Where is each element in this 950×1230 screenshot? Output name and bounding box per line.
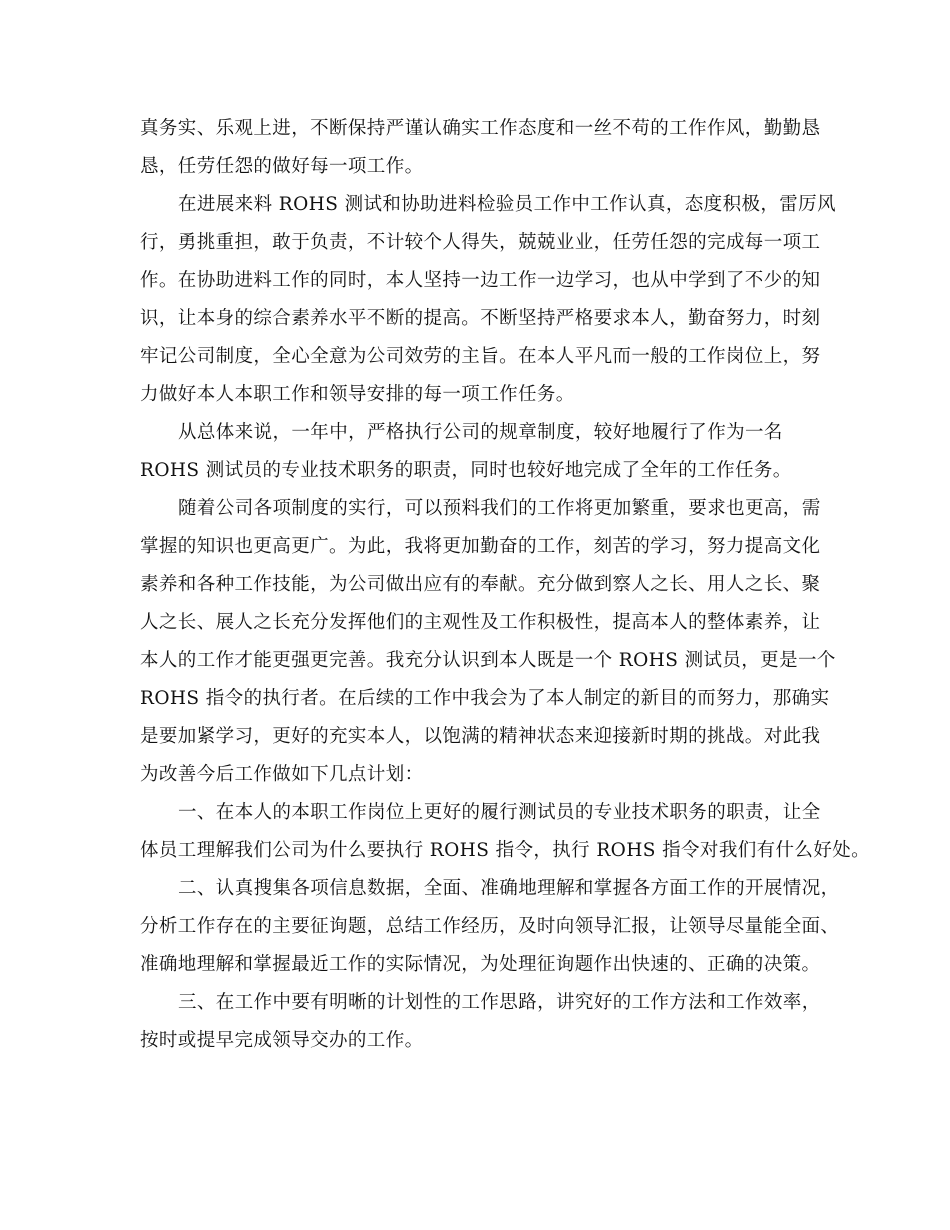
text-line: 按时或提早完成领导交办的工作。 xyxy=(140,1030,424,1051)
text-line: 真务实、乐观上进，不断保持严谨认确实工作态度和一丝不苟的工作作风，勤勤恳 xyxy=(140,118,821,139)
text-line: 恳，任劳任怨的做好每一项工作。 xyxy=(140,156,424,177)
text-line: 素养和各种工作技能，为公司做出应有的奉献。充分做到察人之长、用人之长、聚 xyxy=(140,574,821,595)
paragraph-first-line: 随着公司各项制度的实行，可以预料我们的工作将更加繁重，要求也更高，需 xyxy=(178,498,821,519)
text-line: 分析工作存在的主要征询题，总结工作经历，及时向领导汇报，让领导尽量能全面、 xyxy=(140,916,840,937)
text-line: 体员工理解我们公司为什么要执行 ROHS 指令，执行 ROHS 指令对我们有什么好处。 xyxy=(140,840,871,861)
paragraph-first-line: 从总体来说，一年中，严格执行公司的规章制度，较好地履行了作为一名 xyxy=(178,422,783,443)
text-line: 牢记公司制度，全心全意为公司效劳的主旨。在本人平凡而一般的工作岗位上，努 xyxy=(140,346,821,367)
text-line: 力做好本人本职工作和领导安排的每一项工作任务。 xyxy=(140,384,575,405)
text-line: ROHS 指令的执行者。在后续的工作中我会为了本人制定的新目的而努力，那确实 xyxy=(140,688,830,709)
text-line: ROHS 测试员的专业技术职务的职责，同时也较好地完成了全年的工作任务。 xyxy=(140,460,792,481)
text-line: 准确地理解和掌握最近工作的实际情况，为处理征询题作出快速的、正确的决策。 xyxy=(140,954,821,975)
paragraph-first-line: 二、认真搜集各项信息数据，全面、准确地理解和掌握各方面工作的开展情况， xyxy=(178,878,840,899)
text-line: 本人的工作才能更强更完善。我充分认识到本人既是一个 ROHS 测试员，更是一个 xyxy=(140,650,836,671)
text-line: 识，让本身的综合素养水平不断的提高。不断坚持严格要求本人，勤奋努力，时刻 xyxy=(140,308,821,329)
paragraph-first-line: 三、在工作中要有明晰的计划性的工作思路，讲究好的工作方法和工作效率， xyxy=(178,992,821,1013)
paragraph-first-line: 一、在本人的本职工作岗位上更好的履行测试员的专业技术职务的职责，让全 xyxy=(178,802,821,823)
text-line: 是要加紧学习，更好的充实本人，以饱满的精神状态来迎接新时期的挑战。对此我 xyxy=(140,726,821,747)
text-line: 人之长、展人之长充分发挥他们的主观性及工作积极性，提高本人的整体素养，让 xyxy=(140,612,821,633)
text-line: 掌握的知识也更高更广。为此，我将更加勤奋的工作，刻苦的学习，努力提高文化 xyxy=(140,536,821,557)
text-line: 为改善今后工作做如下几点计划： xyxy=(140,764,424,785)
text-line: 行，勇挑重担，敢于负责，不计较个人得失，兢兢业业，任劳任怨的完成每一项工 xyxy=(140,232,821,253)
paragraph-first-line: 在进展来料 ROHS 测试和协助进料检验员工作中工作认真，态度积极，雷厉风 xyxy=(178,194,836,215)
text-line: 作。在协助进料工作的同时，本人坚持一边工作一边学习，也从中学到了不少的知 xyxy=(140,270,821,291)
